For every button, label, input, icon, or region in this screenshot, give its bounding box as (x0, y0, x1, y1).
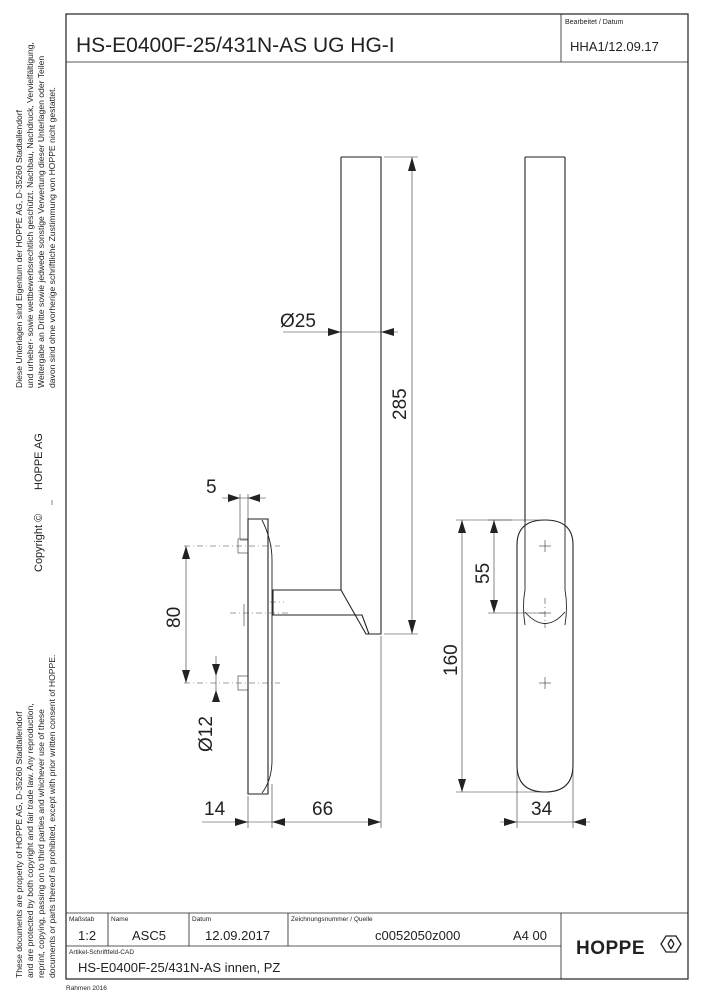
front-view (517, 157, 573, 792)
dim-offset-14-label: 14 (204, 799, 226, 820)
front-hole-top-center (539, 540, 551, 552)
front-neck (524, 522, 526, 625)
dim-plate-width-label: 34 (531, 799, 553, 820)
hoppe-logo (576, 936, 681, 959)
notice-de-line-1: Diese Unterlagen sind Eigentum der HOPPE AG, D-35260 Stadtallendorf (14, 109, 24, 388)
dim-bottom-offsets (202, 636, 381, 828)
drawing-title: HS-E0400F-25/431N-AS UG HG-I (76, 34, 395, 57)
sidebar-copyright (33, 514, 45, 572)
name-label: Name (111, 916, 129, 923)
notice-en-line-2: and are protected by both copyright and fair trade law. Any reproduction, (25, 703, 35, 978)
handle-rod-outline (273, 157, 381, 634)
frame-label: Rahmen 2016 (66, 985, 107, 992)
rose-plate (248, 519, 268, 794)
hoppe-logo-text: HOPPE (576, 938, 646, 959)
dim-offset-55 (473, 520, 545, 613)
dim-hole-spacing (164, 546, 190, 683)
edited-value: HHA1/12.09.17 (570, 39, 659, 54)
notice-en-line-4: documents or parts thereof is prohibited, except with prior written consent of HOPPE. (47, 654, 57, 978)
front-hole-bottom-center (539, 677, 551, 689)
front-neck-right (565, 522, 567, 625)
dim-diameter-rod (280, 311, 398, 336)
copyright-text: Copyright © (33, 513, 45, 572)
sidebar-german-notice (14, 42, 57, 388)
dim-plate-thickness (206, 477, 266, 539)
format-value: A4 00 (513, 928, 547, 943)
sidebar-company (33, 433, 45, 490)
scale-label: Maßstab (69, 916, 95, 923)
drawing-number-value: c0052050z000 (375, 928, 461, 943)
company-name: HOPPE AG (33, 433, 45, 490)
date-value: 12.09.2017 (205, 928, 271, 943)
dim-height-total-label: 285 (390, 388, 411, 420)
notice-de-line-4: davon sind ohne vorherige schriftliche Zustimmung von HOPPE nicht gestattet. (47, 87, 57, 388)
notice-en-line-1: These documents are property of HOPPE AG, D-35260 Stadtallendorf (14, 711, 24, 978)
dim-diameter-rod-label: Ø25 (280, 311, 316, 332)
dim-height-total (384, 157, 418, 634)
drawing-number-label: Zeichnungsnummer / Quelle (291, 916, 373, 923)
dim-offset-66-label: 66 (312, 799, 334, 820)
scale-value: 1:2 (78, 928, 97, 943)
edited-label: Bearbeitet / Datum (565, 19, 624, 26)
article-label: Artikel-Schriftfeld-CAD (69, 949, 135, 956)
title-block (66, 913, 688, 979)
notice-de-line-2: und urheber- sowie wettbewerbsrechtlich geschützt. Nachbau, Nachdruck, Vervielfältigung, (25, 42, 35, 388)
dim-hole-diameter-label: Ø12 (196, 716, 217, 752)
dim-plate-thickness-label: 5 (206, 477, 217, 498)
dim-plate-width (500, 770, 590, 828)
dim-hole-spacing-label: 80 (164, 606, 185, 628)
notice-de-line-3: Weitergabe an Dritte sowie jedwede sonstige Verwertung dieser Unterlagen oder Teilen (36, 55, 46, 388)
drawing-frame (66, 14, 688, 979)
hoppe-logo-mark (661, 936, 681, 952)
date-label: Datum (192, 916, 212, 923)
notice-en-line-3: reprint, copying, passing on to third parties and whichever use of these (36, 709, 46, 978)
sidebar-english-notice (14, 655, 57, 978)
dim-offset-55-label: 55 (473, 562, 494, 584)
dim-plate-height-label: 160 (441, 644, 462, 676)
dim-hole-diameter (196, 656, 220, 752)
rose-plate-front-curve (262, 520, 272, 793)
article-value: HS-E0400F-25/431N-AS innen, PZ (78, 960, 281, 975)
name-value: ASC5 (132, 928, 166, 943)
